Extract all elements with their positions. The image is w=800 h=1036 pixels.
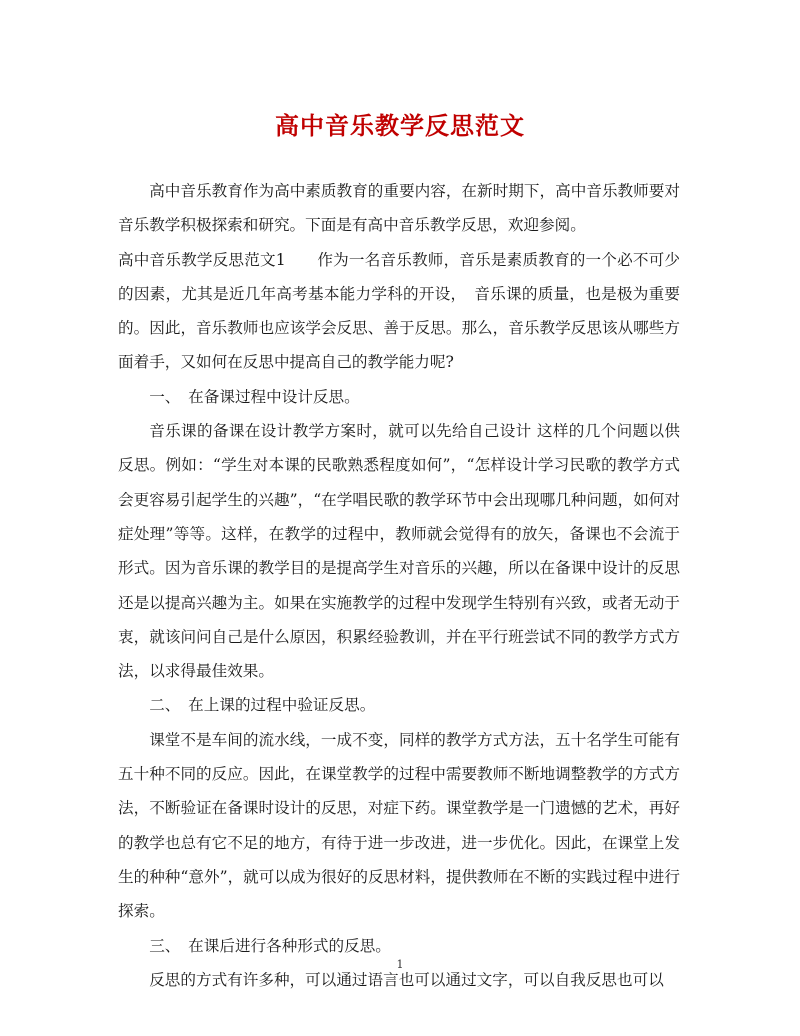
- paragraph-intro: 高中音乐教育作为高中素质教育的重要内容，在新时期下，高中音乐教师要对音乐教学积极探索和研究。下面是有高中音乐教学反思，欢迎参阅。: [118, 182, 680, 235]
- section-heading-3: 三、 在课后进行各种形式的反思。: [149, 936, 391, 955]
- document-title: 高中音乐教学反思范文: [275, 111, 525, 140]
- paragraph-section-3: 反思的方式有许多种，可以通过语言也可以通过文字，可以自我反思也可以: [149, 970, 664, 989]
- document-body: [118, 174, 680, 997]
- paragraph-section-2: 课堂不是车间的流水线，一成不变，同样的教学方式方法，五十名学生可能有五十种不同的反应。因此，在课堂教学的过程中需要教师不断地调整教学的方式方法，不断验证在备课时设计的反思，对症下药。课堂教学是一门遗憾的艺术，再好的教学也总有它不足的地方，有待于进一步改进，进一步优化。因此，在课堂上发生的种种“意外”，就可以成为很好的反思材料，提供教师在不断的实践过程中进行探索。: [118, 730, 680, 921]
- paragraph-article-1: 高中音乐教学反思范文1 作为一名音乐教师，音乐是素质教育的一个必不可少的因素，尤其是近几年高考基本能力学科的开设， 音乐课的质量，也是极为重要的。因此，音乐教师也应该学会反思、善于反思。那么，音乐教学反思该从哪些方面着手，又如何在反思中提高自己的教学能力呢?: [118, 250, 680, 372]
- section-heading-2: 二、 在上课的过程中验证反思。: [149, 696, 376, 715]
- paragraph-section-1: 音乐课的备课在设计教学方案时，就可以先给自己设计 这样的几个问题以供反思。例如：“学生对本课的民歌熟悉程度如何”，“怎样设计学习民歌的教学方式会更容易引起学生的兴趣”，“在学唱民歌的教学环节中会出现哪几种问题，如何对症处理”等等。这样，在教学的过程中，教师就会觉得有的放矢，备课也不会流于形式。因为音乐课的教学目的是提高学生对音乐的兴趣，所以在备课中设计的反思还是以提高兴趣为主。如果在实施教学的过程中发现学生特别有兴致，或者无动于衷，就该问问自己是什么原因，积累经验教训，并在平行班尝试不同的教学方式方法，以求得最佳效果。: [118, 422, 680, 681]
- page-number: 1: [396, 958, 404, 971]
- section-heading-1: 一、 在备课过程中设计反思。: [149, 387, 360, 406]
